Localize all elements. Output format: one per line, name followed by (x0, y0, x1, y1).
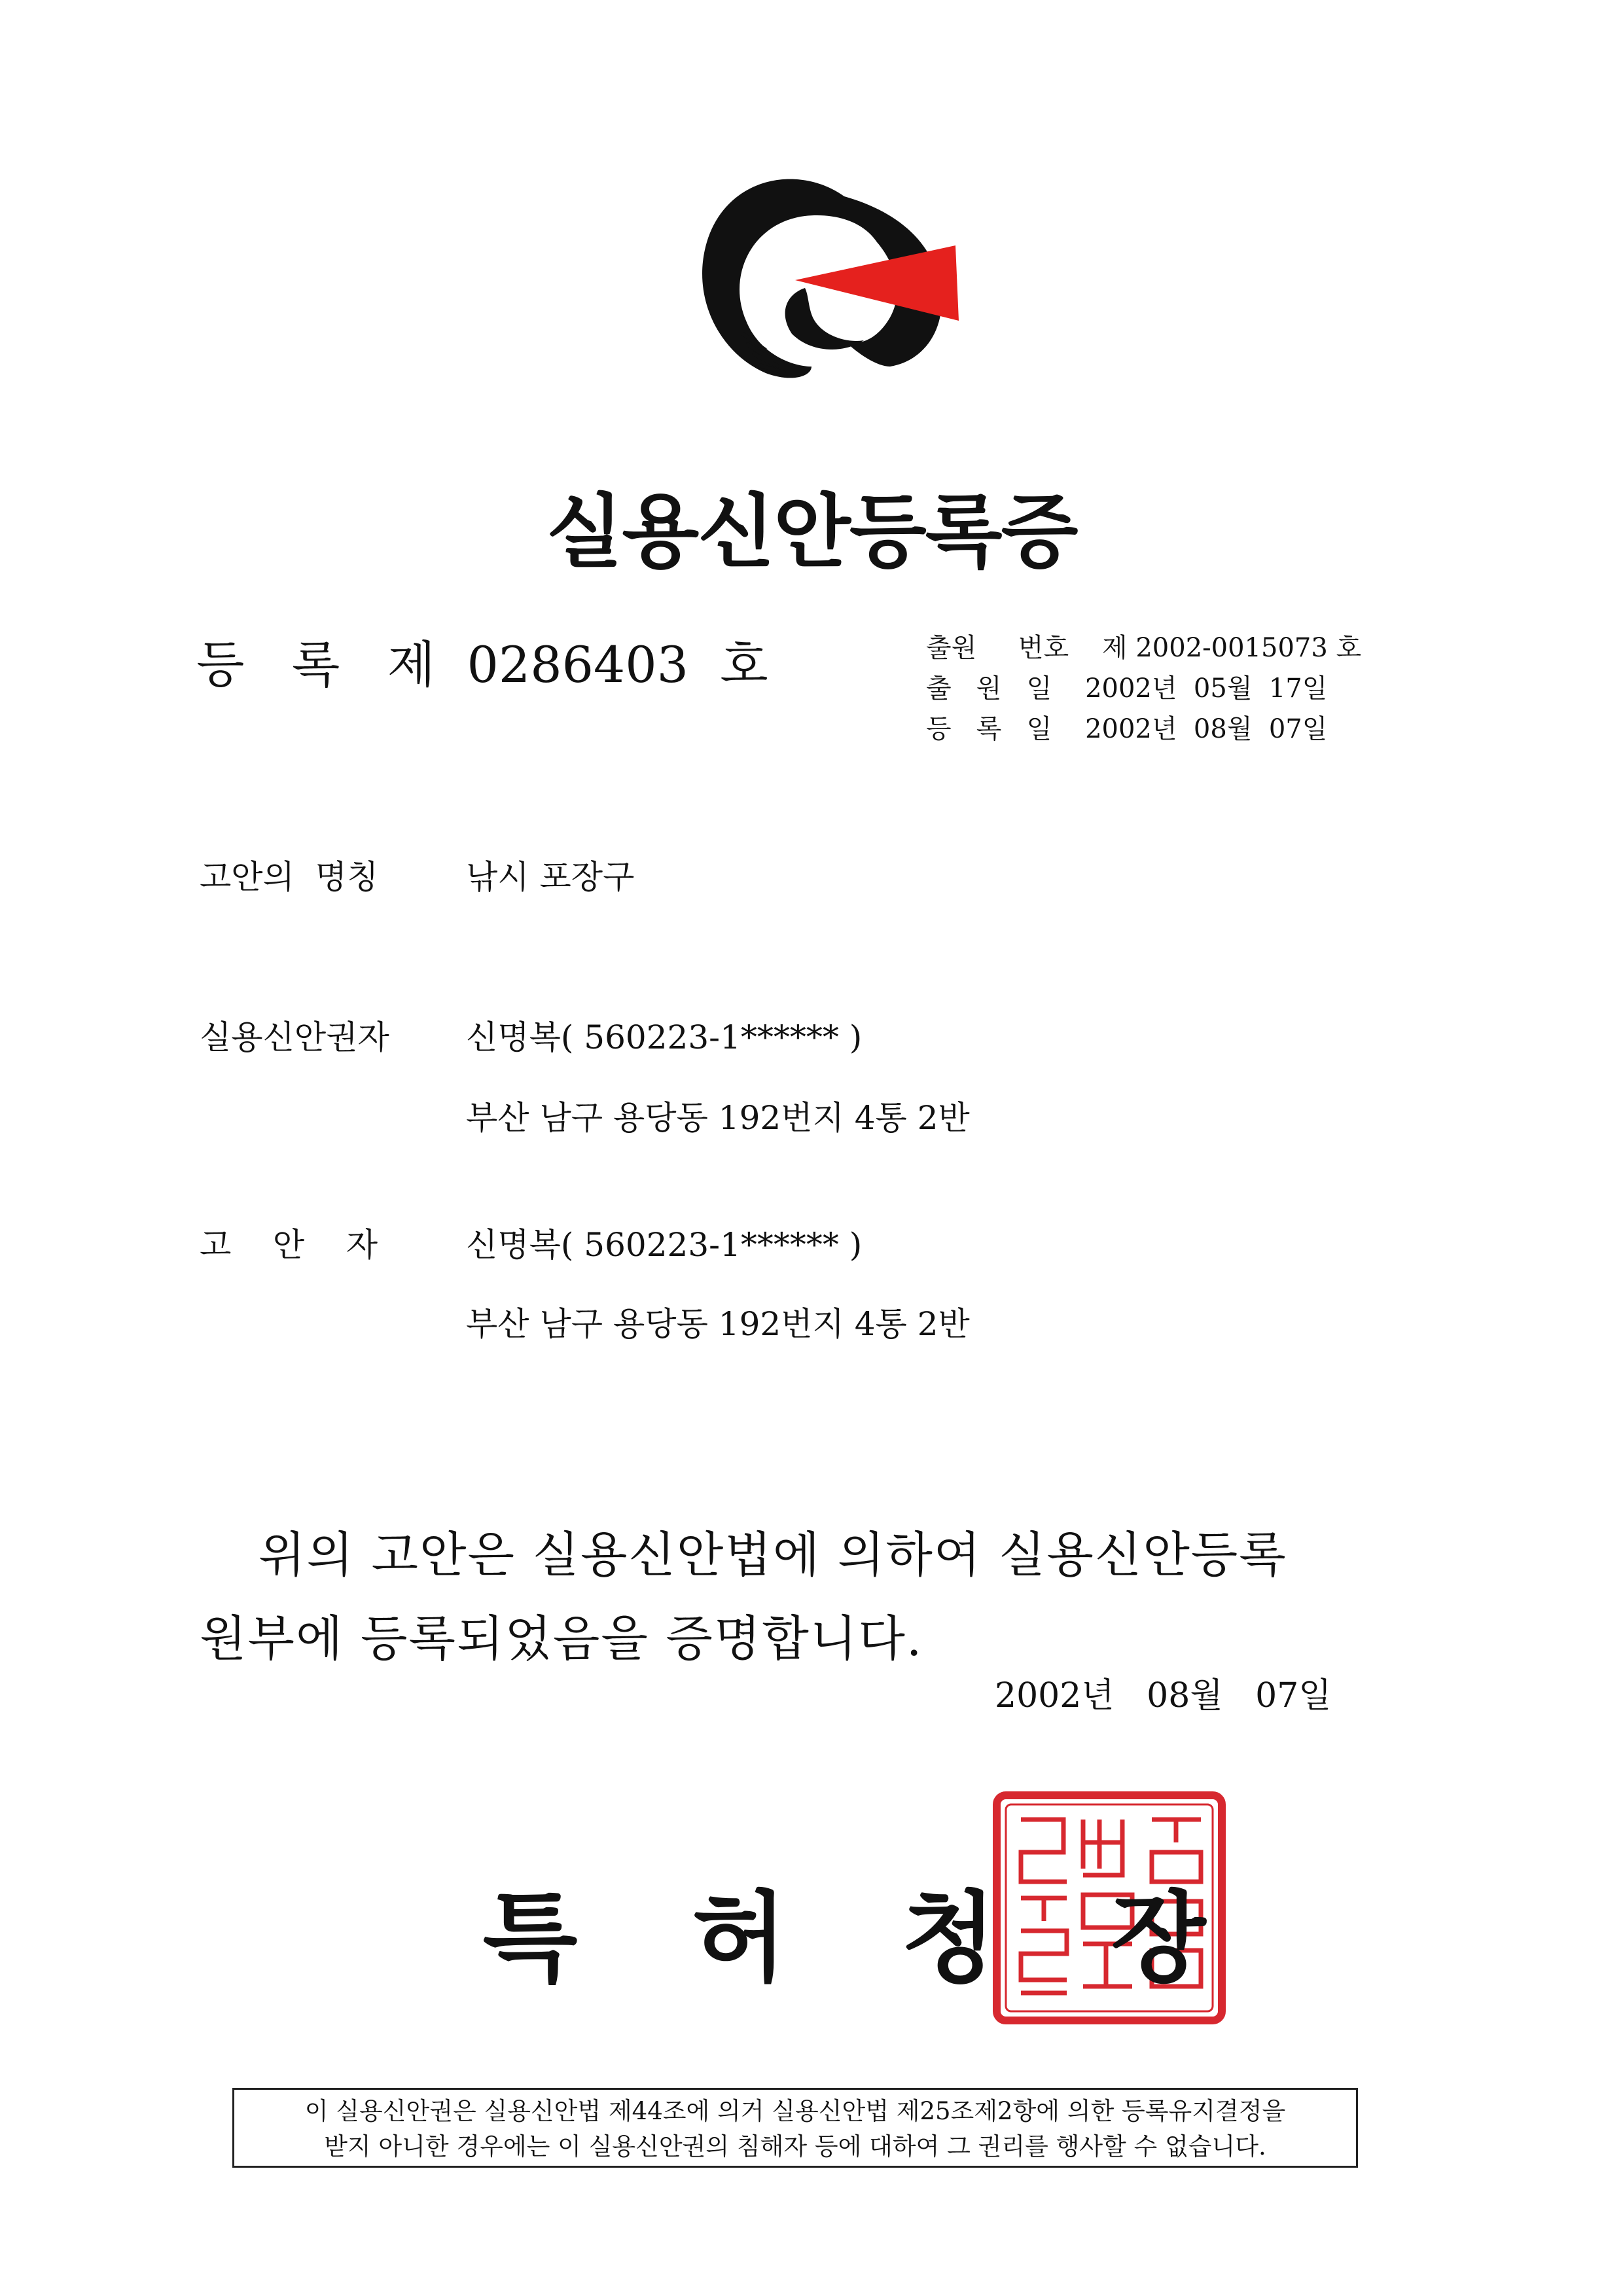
issuer-char-3: 청 (901, 1882, 997, 1996)
notice-line-2: 받지 아니한 경우에는 이 실용신안권의 침해자 등에 대하여 그 권리를 행사할 수 없습니다. (324, 2132, 1266, 2161)
issue-date: 2002년 08월 07일 (995, 1676, 1332, 1715)
document-title: 실용신안등록증 (546, 486, 1077, 579)
registration-number: 등 록 제 0286403 호 (196, 636, 768, 694)
field-label-rights-holder: 실용신안권자 (200, 1018, 389, 1056)
notice-line-1: 이 실용신안권은 실용신안법 제44조에 의거 실용신안법 제25조제2항에 의한 등록유지결정을 (304, 2097, 1286, 2125)
emblem-red-flag (795, 245, 959, 321)
field-value-inventor-address: 부산 남구 용당동 192번지 4통 2반 (466, 1305, 970, 1343)
field-label-inventor: 고 안 자 (200, 1226, 378, 1264)
certification-statement (200, 1513, 1456, 1681)
application-number: 출원 번호 제 2002-0015073 호 (926, 633, 1362, 663)
field-value-inventor-name: 신명복( 560223-1****** ) (466, 1226, 863, 1264)
statement-line-2: 원부에 등록되었음을 증명합니다. (200, 1611, 923, 1667)
filing-date: 출 원 일 2002년 05월 17일 (926, 673, 1328, 704)
field-value-title: 낚시 포장구 (466, 858, 635, 896)
field-value-rights-holder-name: 신명복( 560223-1****** ) (466, 1018, 863, 1056)
government-emblem-logo (681, 157, 969, 412)
legal-notice-box (232, 2088, 1358, 2168)
statement-line-1: 위의 고안은 실용신안법에 의하여 실용신안등록 (259, 1527, 1287, 1583)
field-value-rights-holder-address: 부산 남구 용당동 192번지 4통 2반 (466, 1099, 970, 1137)
issuer-char-1: 특 (482, 1882, 578, 1996)
registration-date: 등 록 일 2002년 08월 07일 (926, 714, 1328, 744)
issuer-commissioner-kipo (425, 1859, 1263, 2000)
field-label-title: 고안의 명칭 (200, 858, 379, 896)
issuer-char-2: 허 (692, 1882, 787, 1996)
issuer-char-4: 장 (1111, 1882, 1206, 1996)
